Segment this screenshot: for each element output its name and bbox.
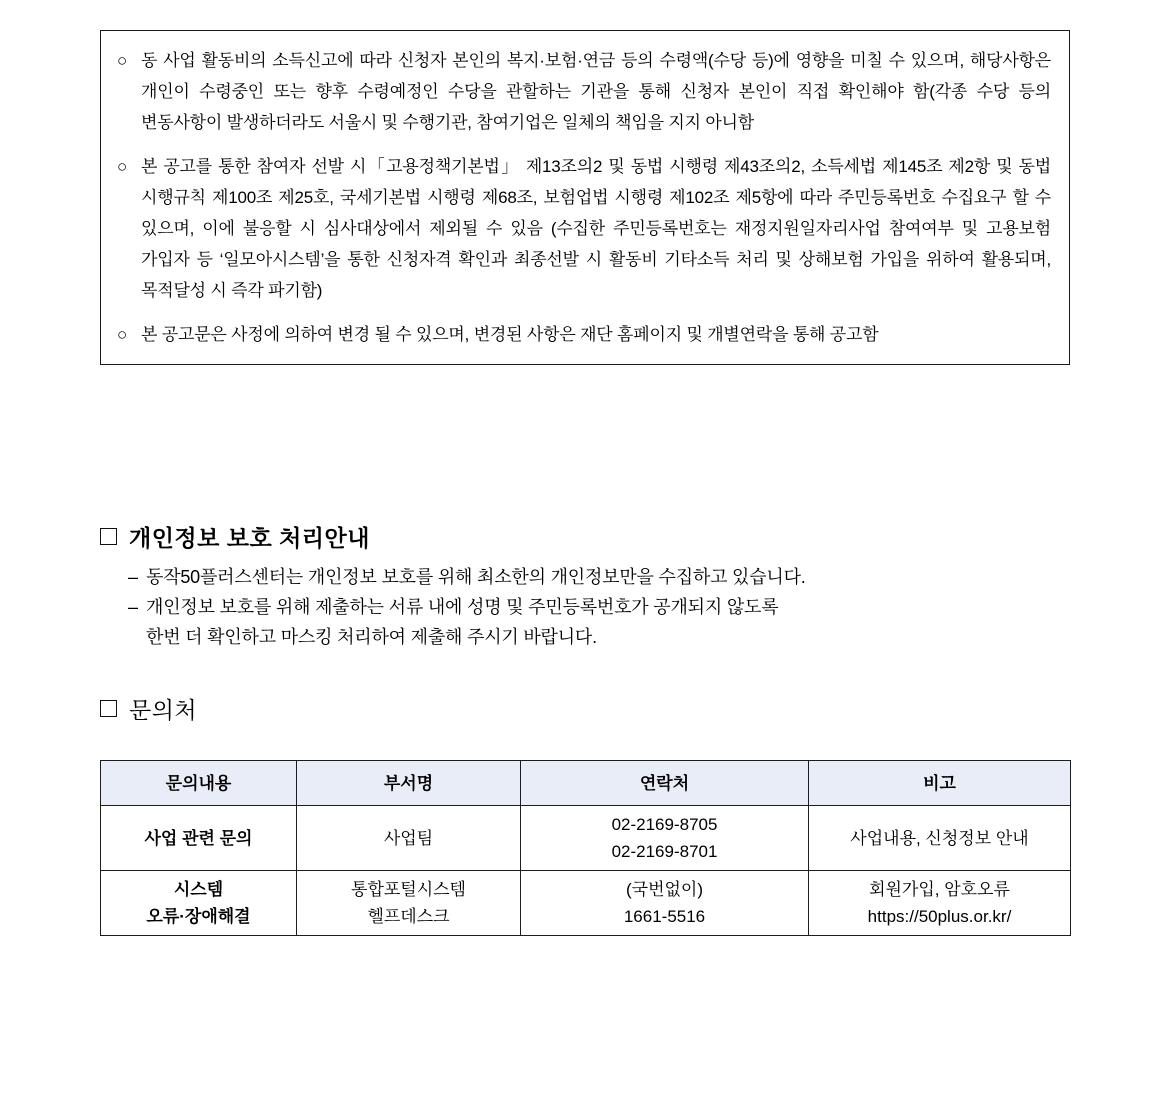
circle-bullet-icon: ○ [117, 157, 128, 176]
list-item-line: 한번 더 확인하고 마스킹 처리하여 제출해 주시기 바랍니다. [146, 627, 597, 647]
cell-phone [521, 806, 809, 871]
table-row [101, 871, 1071, 936]
cell-item: 사업 관련 문의 [101, 806, 297, 871]
cell-note: 사업내용, 신청정보 안내 [809, 806, 1071, 871]
table-header-row [101, 761, 1071, 806]
circle-bullet-icon: ○ [117, 51, 128, 70]
column-header-dept: 부서명 [297, 761, 521, 806]
list-item-label [146, 592, 1073, 652]
list-item [128, 562, 1073, 592]
contact-table [100, 760, 1071, 936]
cell-dept: 사업팀 [297, 806, 521, 871]
list-item-label: 동작50플러스센터는 개인정보 보호를 위해 최소한의 개인정보만을 수집하고 있습니다. [146, 567, 806, 587]
contact-table-wrapper [100, 760, 1070, 936]
list-item-line: 개인정보 보호를 위해 제출하는 서류 내에 성명 및 주민등록번호가 공개되지 않도록 [146, 597, 779, 617]
cell-note [809, 871, 1071, 936]
circle-bullet-icon: ○ [117, 325, 128, 344]
notice-item-text: 본 공고문은 사정에 의하여 변경 될 수 있으며, 변경된 사항은 재단 홈페이지 및 개별연락을 통해 공고함 [141, 325, 879, 344]
notice-item [117, 45, 1051, 138]
column-header-note: 비고 [809, 761, 1071, 806]
notice-item [117, 319, 1051, 350]
square-bullet-icon [100, 528, 117, 545]
cell-line: 회원가입, 암호오류 [869, 880, 1010, 899]
privacy-heading-label: 개인정보 보호 처리안내 [129, 525, 370, 551]
cell-line: 시스템 [173, 880, 224, 899]
column-header-phone: 연락처 [521, 761, 809, 806]
square-bullet-icon [100, 700, 117, 717]
contact-section-heading [100, 692, 197, 725]
cell-line: 02-2169-8705 [611, 815, 718, 834]
notice-item [117, 151, 1051, 306]
list-item [128, 592, 1073, 652]
privacy-section-heading [100, 520, 370, 553]
cell-line: 통합포털시스템 [351, 880, 466, 899]
privacy-list [128, 562, 1073, 652]
notice-box [100, 30, 1070, 365]
cell-line: (국번없이) [625, 880, 703, 899]
cell-item [101, 871, 297, 936]
dash-bullet-icon: – [128, 597, 139, 617]
cell-dept [297, 871, 521, 936]
cell-line: 02-2169-8701 [611, 842, 718, 861]
cell-line: 오류·장애해결 [146, 907, 251, 926]
cell-line: 헬프데스크 [367, 907, 450, 926]
cell-phone [521, 871, 809, 936]
table-row [101, 806, 1071, 871]
notice-item-text: 본 공고를 통한 참여자 선발 시「고용정책기본법」 제13조의2 및 동법 시행령 제43조의2, 소득세법 제145조 제2항 및 동법 시행규칙 제100조 제25호, 국세기본법 시행령 제68조, 보험업법 시행령 제102조 제5항에 따라 주민등록번호 수집요구 할 수 있으며, 이에 불응할 시 심사대상에서 제외될 수 있음 (수집한 주민등록번호는 재정지원일자리사업 참여여부 및 고용보험 가입자 등 ‘일모아시스템’을 통한 신청자격 확인과 최종선발 시 활동비 기타소득 처리 및 상해보험 가입을 위하여 활용되며, 목적달성 시 즉각 파기함) [141, 157, 1052, 300]
dash-bullet-icon: – [128, 567, 139, 587]
column-header-item: 문의내용 [101, 761, 297, 806]
contact-heading-label: 문의처 [129, 697, 198, 723]
notice-item-text: 동 사업 활동비의 소득신고에 따라 신청자 본인의 복지·보험·연금 등의 수령액(수당 등)에 영향을 미칠 수 있으며, 해당사항은 개인이 수령중인 또는 향후 수령예정인 수당을 관할하는 기관을 통해 신청자 본인이 직접 확인해야 함(각종 수당 등의 변동사항이 발생하더라도 서울시 및 수행기관, 참여기업은 일체의 책임을 지지 아니함 [141, 51, 1051, 132]
cell-line: 1661-5516 [623, 907, 706, 926]
cell-line: https://50plus.or.kr/ [867, 907, 1012, 926]
